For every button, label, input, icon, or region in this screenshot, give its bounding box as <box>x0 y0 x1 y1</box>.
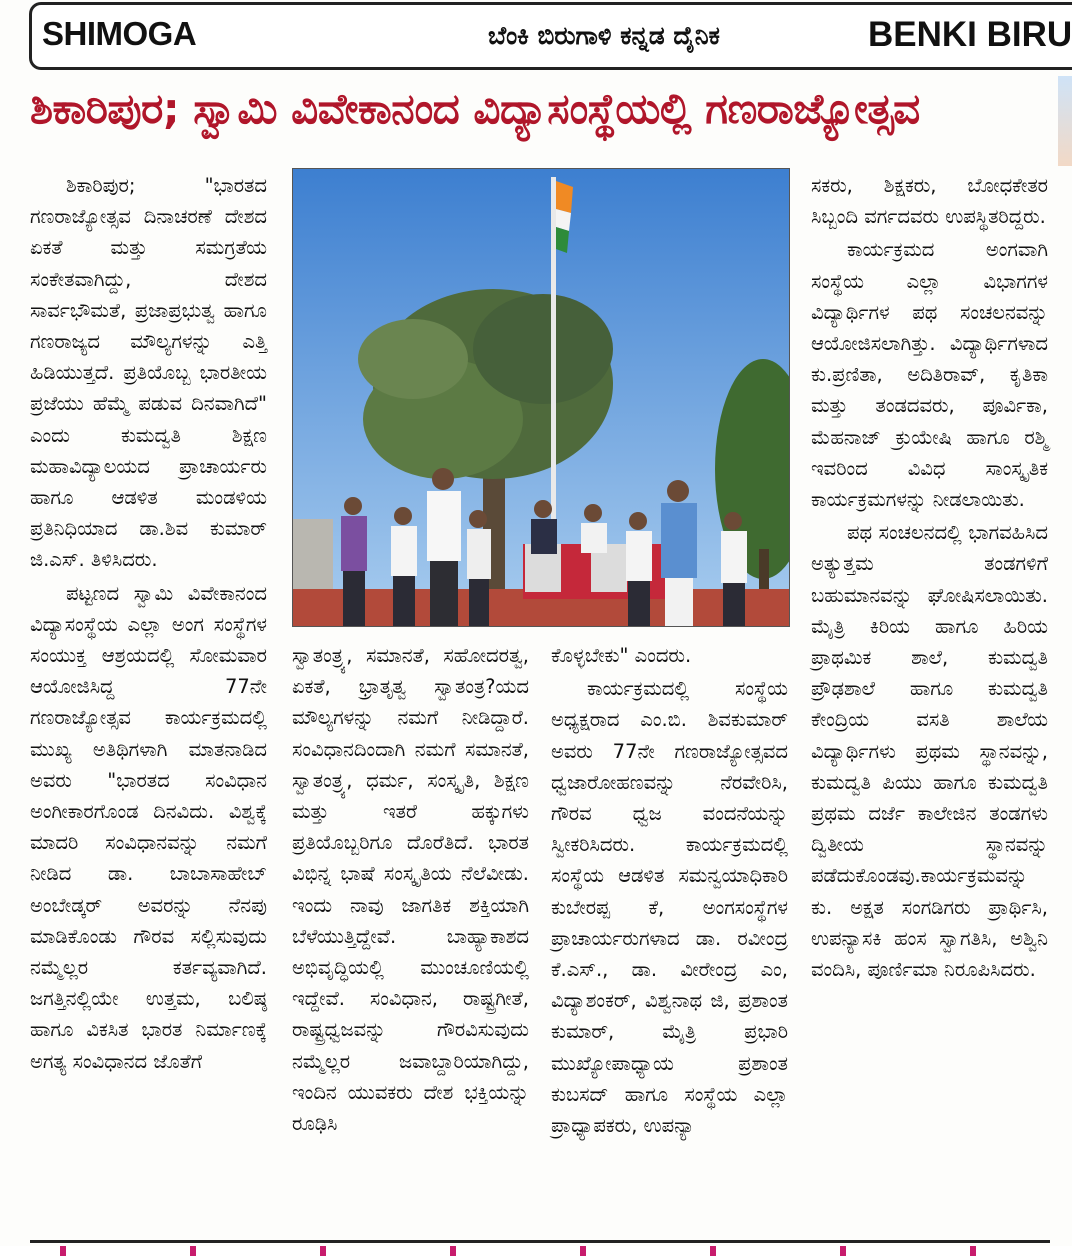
article-paragraph: ಕಾರ್ಯಕ್ರಮದ ಅಂಗವಾಗಿ ಸಂಸ್ಥೆಯ ಎಲ್ಲಾ ವಿಭಾಗಗಳ ವಿದ್ಯಾರ್ಥಿಗಳ ಪಥ ಸಂಚಲನವನ್ನು ಆಯೋಜಿಸಲಾಗಿತ್ತು. ವಿದ್ಯಾರ್ಥಿಗಳಾದ ಕು.ಪ್ರಣಿತಾ, ಅದಿತಿರಾವ್, ಕೃತಿಕಾ ಮತ್ತು ತಂಡದವರು, ಪೂರ್ವಿಕಾ, ಮೆಹನಾಜ್ ಕ್ರುಯೇಷಿ ಹಾಗೂ ರಶ್ಮಿ ಇವರಿಂದ ವಿವಿಧ ಸಾಂಸ್ಕೃತಿಕ ಕಾರ್ಯಕ್ರಮಗಳನ್ನು ನೀಡಲಾಯಿತು. <box>811 238 1048 512</box>
article-paragraph: ಕೊಳ್ಳಬೇಕು" ಎಂದರು. <box>551 644 692 667</box>
event-photo <box>292 168 790 627</box>
article-column-1 <box>30 170 267 1240</box>
article-paragraph: ಪಟ್ಟಣದ ಸ್ವಾಮಿ ವಿವೇಕಾನಂದ ವಿದ್ಯಾಸಂಸ್ಥೆಯ ಎಲ್ಲಾ ಅಂಗ ಸಂಸ್ಥೆಗಳ ಸಂಯುಕ್ತ ಆಶ್ರಯದಲ್ಲಿ ಸೋಮವಾರ ಆಯೋಜಿಸಿದ್ದ 77ನೇ ಗಣರಾಜ್ಯೋತ್ಸವ ಕಾರ್ಯಕ್ರಮದಲ್ಲಿ ಮುಖ್ಯ ಅತಿಥಿಗಳಾಗಿ ಮಾತನಾಡಿದ ಅವರು "ಭಾರತದ ಸಂವಿಧಾನ ಅಂಗೀಕಾರಗೊಂಡ ದಿನವಿದು. ವಿಶ್ವಕ್ಕೆ ಮಾದರಿ ಸಂವಿಧಾನವನ್ನು ನಮಗೆ ನೀಡಿದ ಡಾ. ಬಾಬಾಸಾಹೇಬ್ ಅಂಬೇಡ್ಕರ್ ಅವರನ್ನು ನೆನಪು ಮಾಡಿಕೊಂಡು ಗೌರವ ಸಲ್ಲಿಸುವುದು ನಮ್ಮೆಲ್ಲರ ಕರ್ತವ್ಯವಾಗಿದೆ. ಜಗತ್ತಿನಲ್ಲಿಯೇ ಉತ್ತಮ, ಬಲಿಷ್ಠ ಹಾಗೂ ವಿಕಸಿತ ಭಾರತ ನಿರ್ಮಾಣಕ್ಕೆ ಅಗತ್ಯ ಸಂವಿಧಾನದ ಜೊತೆಗೆ <box>30 581 267 1073</box>
bottom-rule <box>30 1240 1050 1243</box>
masthead-kannada-name: ಬೆಂಕಿ ಬಿರುಗಾಳಿ ಕನ್ನಡ ದೈನಿಕ <box>488 21 720 50</box>
masthead-city: SHIMOGA <box>42 15 197 52</box>
article-paragraph: ಪಥ ಸಂಚಲನದಲ್ಲಿ ಭಾಗವಹಿಸಿದ ಅತ್ಯುತ್ತಮ ತಂಡಗಳಿಗೆ ಬಹುಮಾನವನ್ನು ಘೋಷಿಸಲಾಯಿತು. ಮೈತ್ರಿ ಕಿರಿಯ ಹಾಗೂ ಹಿರಿಯ ಪ್ರಾಥಮಿಕ ಶಾಲೆ, ಕುಮದ್ವತಿ ಪ್ರೌಢಶಾಲೆ ಹಾಗೂ ಕುಮದ್ವತಿ ಕೇಂದ್ರಿಯ ವಸತಿ ಶಾಲೆಯ ವಿದ್ಯಾರ್ಥಿಗಳು ಪ್ರಥಮ ಸ್ಥಾನವನ್ನು, ಕುಮದ್ವತಿ ಪಿಯು ಹಾಗೂ ಕುಮದ್ವತಿ ಪ್ರಥಮ ದರ್ಜೆ ಕಾಲೇಜಿನ ತಂಡಗಳು ದ್ವಿತೀಯ ಸ್ಥಾನವನ್ನು ಪಡೆದುಕೊಂಡವು.ಕಾರ್ಯಕ್ರಮವನ್ನು ಕು. ಅಕ್ಷತ ಸಂಗಡಿಗರು ಪ್ರಾರ್ಥಿಸಿ, ಉಪನ್ಯಾಸಕಿ ಹಂಸ ಸ್ವಾಗತಿಸಿ, ಅಶ್ವಿನಿ ವಂದಿಸಿ, ಪೂರ್ಣಿಮಾ ನಿರೂಪಿಸಿದರು. <box>811 521 1048 982</box>
article-paragraph: ಶಿಕಾರಿಪುರ; "ಭಾರತದ ಗಣರಾಜ್ಯೋತ್ಸವ ದಿನಾಚರಣೆ ದೇಶದ ಏಕತೆ ಮತ್ತು ಸಮಗ್ರತೆಯ ಸಂಕೇತವಾಗಿದ್ದು, ದೇಶದ ಸಾರ್ವಭೌಮತೆ, ಪ್ರಜಾಪ್ರಭುತ್ವ ಹಾಗೂ ಗಣರಾಜ್ಯದ ಮೌಲ್ಯಗಳನ್ನು ಎತ್ತಿ ಹಿಡಿಯುತ್ತದೆ. ಪ್ರತಿಯೊಬ್ಬ ಭಾರತೀಯ ಪ್ರಜೆಯು ಹೆಮ್ಮೆ ಪಡುವ ದಿನವಾಗಿದೆ" ಎಂದು ಕುಮದ್ವತಿ ಶಿಕ್ಷಣ ಮಹಾವಿದ್ಯಾಲಯದ ಪ್ರಾಚಾರ್ಯರು ಹಾಗೂ ಆಡಳಿತ ಮಂಡಳಿಯ ಪ್ರತಿನಿಧಿಯಾದ ಡಾ.ಶಿವ ಕುಮಾರ್ ಜಿ.ಎಸ್. ತಿಳಿಸಿದರು. <box>30 174 267 572</box>
article-column-3 <box>551 640 788 1240</box>
headline: ಶಿಕಾರಿಪುರ; ಸ್ವಾಮಿ ವಿವೇಕಾನಂದ ವಿದ್ಯಾಸಂಸ್ಥೆಯಲ್ಲಿ ಗಣರಾಜ್ಯೋತ್ಸವ <box>30 84 920 133</box>
adjacent-photo-edge <box>1058 76 1072 166</box>
masthead <box>29 2 1072 70</box>
article-paragraph: ಸಕರು, ಶಿಕ್ಷಕರು, ಬೋಧಕೇತರ ಸಿಬ್ಬಂದಿ ವರ್ಗದವರು ಉಪಸ್ಥಿತರಿದ್ದರು. <box>811 174 1048 229</box>
article-column-4 <box>811 170 1048 1240</box>
flag-hoisting-photo <box>293 169 790 627</box>
article-column-2 <box>292 640 529 1240</box>
masthead-english-name: BENKI BIRU <box>868 15 1072 54</box>
next-article-strip <box>0 1246 1072 1256</box>
article-paragraph: ಕಾರ್ಯಕ್ರಮದಲ್ಲಿ ಸಂಸ್ಥೆಯ ಅಧ್ಯಕ್ಷರಾದ ಎಂ.ಬಿ. ಶಿವಕುಮಾರ್ ಅವರು 77ನೇ ಗಣರಾಜ್ಯೋತ್ಸವದ ಧ್ವಜಾರೋಹಣವನ್ನು ನೆರವೇರಿಸಿ, ಗೌರವ ಧ್ವಜ ವಂದನೆಯನ್ನು ಸ್ವೀಕರಿಸಿದರು. ಕಾರ್ಯಕ್ರಮದಲ್ಲಿ ಸಂಸ್ಥೆಯ ಆಡಳಿತ ಸಮನ್ವಯಾಧಿಕಾರಿ ಕುಬೇರಪ್ಪ ಕೆ, ಅಂಗಸಂಸ್ಥೆಗಳ ಪ್ರಾಚಾರ್ಯರುಗಳಾದ ಡಾ. ರವೀಂದ್ರ ಕೆ.ಎಸ್., ಡಾ. ವೀರೇಂದ್ರ ಎಂ, ವಿದ್ಯಾಶಂಕರ್, ವಿಶ್ವನಾಥ ಜಿ, ಪ್ರಶಾಂತ ಕುಮಾರ್, ಮೈತ್ರಿ ಪ್ರಭಾರಿ ಮುಖ್ಯೋಪಾಧ್ಯಾಯ ಪ್ರಶಾಂತ ಕುಬಸದ್ ಹಾಗೂ ಸಂಸ್ಥೆಯ ಎಲ್ಲಾ ಪ್ರಾಧ್ಯಾಪಕರು, ಉಪನ್ಯಾ <box>551 677 788 1138</box>
article-paragraph: ಸ್ವಾತಂತ್ರ್ಯ, ಸಮಾನತೆ, ಸಹೋದರತ್ವ, ಏಕತೆ, ಭ್ರಾತೃತ್ವ ಸ್ವಾತಂತ್ರ?ಯದ ಮೌಲ್ಯಗಳನ್ನು ನಮಗೆ ನೀಡಿದ್ದಾರೆ. ಸಂವಿಧಾನದಿಂದಾಗಿ ನಮಗೆ ಸಮಾನತೆ, ಸ್ವಾತಂತ್ರ್ಯ, ಧರ್ಮ, ಸಂಸ್ಕೃತಿ, ಶಿಕ್ಷಣ ಮತ್ತು ಇತರೆ ಹಕ್ಕುಗಳು ಪ್ರತಿಯೊಬ್ಬರಿಗೂ ದೊರೆತಿದೆ. ಭಾರತ ವಿಭಿನ್ನ ಭಾಷೆ ಸಂಸ್ಕೃತಿಯ ನೆಲೆವೀಡು. ಇಂದು ನಾವು ಜಾಗತಿಕ ಶಕ್ತಿಯಾಗಿ ಬೆಳೆಯುತ್ತಿದ್ದೇವೆ. ಬಾಹ್ಯಾಕಾಶದ ಅಭಿವೃದ್ಧಿಯಲ್ಲಿ ಮುಂಚೂಣಿಯಲ್ಲಿ ಇದ್ದೇವೆ. ಸಂವಿಧಾನ, ರಾಷ್ಟ್ರಗೀತೆ, ರಾಷ್ಟ್ರಧ್ವಜವನ್ನು ಗೌರವಿಸುವುದು ನಮ್ಮೆಲ್ಲರ ಜವಾಬ್ದಾರಿಯಾಗಿದ್ದು, ಇಂದಿನ ಯುವಕರು ದೇಶ ಭಕ್ತಿಯನ್ನು ರೂಢಿಸಿ <box>292 644 529 1136</box>
